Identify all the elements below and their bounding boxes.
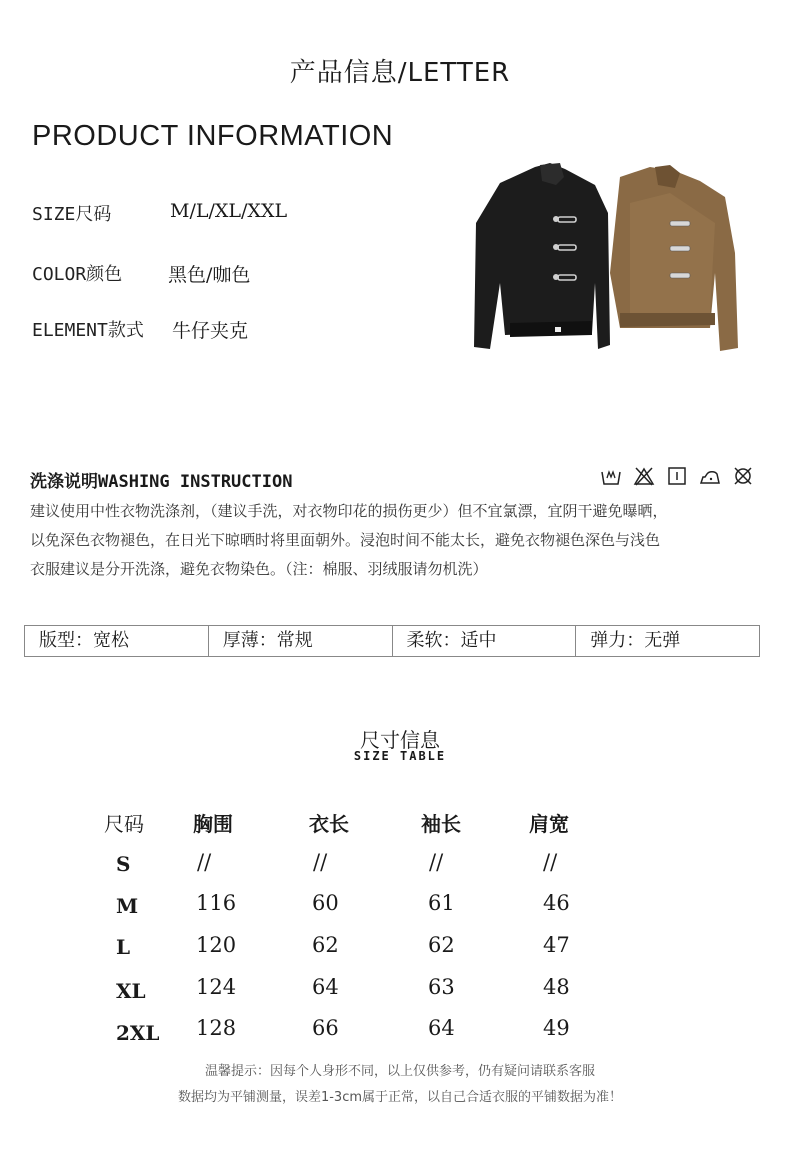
- note-line: 温馨提示：因每个人身形不同，以上仅供参考，仍有疑问请联系客服: [204, 1064, 595, 1079]
- cell-length: 62: [312, 933, 339, 957]
- color-value: 黑色/咖色: [168, 264, 251, 286]
- tumble-dry-icon: [666, 466, 688, 486]
- cell-chest: //: [197, 850, 212, 874]
- size-label: SIZE尺码: [32, 204, 112, 225]
- brown-jacket: [610, 165, 738, 351]
- no-bleach-icon: [633, 466, 655, 486]
- no-dry-clean-icon: [732, 466, 754, 486]
- element-label: ELEMENT款式: [32, 320, 144, 341]
- cell-length: 64: [312, 975, 339, 999]
- size-table-subtitle: SIZE TABLE: [353, 749, 447, 763]
- row-size: 2XL: [116, 1021, 160, 1045]
- washing-line: 衣服建议是分开洗涤，避免衣物染色。（注：棉服、羽绒服请勿机洗）: [30, 560, 488, 578]
- row-size: S: [116, 852, 131, 876]
- iron-icon: [699, 466, 721, 486]
- header-shoulder: 肩宽: [529, 812, 569, 836]
- color-label: COLOR颜色: [32, 264, 123, 285]
- attr-thickness: 厚薄：常规: [209, 626, 393, 656]
- header-chest: 胸围: [193, 812, 233, 836]
- row-size: L: [116, 935, 131, 959]
- care-icons: [600, 466, 754, 486]
- cell-length: 60: [312, 891, 339, 915]
- washing-line: 建议使用中性衣物洗涤剂，（建议手洗，对衣物印花的损伤更少）但不宜氯漂，宜阴干避免曝晒，: [30, 502, 668, 520]
- jackets-photo: [470, 163, 746, 359]
- size-value: M/L/XL/XXL: [170, 200, 288, 222]
- attribute-table: [24, 625, 760, 657]
- cell-sleeve: 62: [428, 933, 455, 957]
- cell-chest: 120: [196, 933, 237, 957]
- row-size: XL: [116, 979, 146, 1003]
- cell-chest: 124: [196, 975, 237, 999]
- element-value: 牛仔夹克: [172, 320, 249, 342]
- cell-shoulder: 49: [543, 1016, 570, 1040]
- cell-sleeve: 61: [428, 891, 455, 915]
- attr-softness: 柔软：适中: [393, 626, 577, 656]
- black-jacket: [474, 163, 610, 349]
- attr-elasticity: 弹力：无弹: [590, 630, 681, 651]
- page-title: 产品信息/LETTER: [289, 58, 511, 88]
- row-size: M: [116, 894, 139, 918]
- hand-wash-icon: [600, 466, 622, 486]
- cell-sleeve: 64: [428, 1016, 455, 1040]
- washing-heading: [30, 467, 292, 492]
- washing-line: 以免深色衣物褪色，在日光下晾晒时将里面朝外。浸泡时间不能太长，避免衣物褪色深色与浅色: [30, 531, 661, 549]
- cell-shoulder: //: [543, 850, 558, 874]
- header-sleeve: 袖长: [421, 812, 461, 836]
- cell-shoulder: 46: [543, 891, 570, 915]
- cell-shoulder: 48: [543, 975, 570, 999]
- product-info-heading: PRODUCT INFORMATION: [32, 120, 394, 152]
- header-size: 尺码: [104, 812, 144, 836]
- cell-sleeve: 63: [428, 975, 455, 999]
- cell-chest: 128: [196, 1016, 237, 1040]
- attr-fit: 版型：宽松: [25, 626, 209, 656]
- header-length: 衣长: [309, 812, 349, 836]
- washing-text: [30, 497, 775, 584]
- cell-length: //: [313, 850, 328, 874]
- washing-heading-en: WASHING INSTRUCTION: [98, 472, 293, 492]
- cell-length: 66: [312, 1016, 339, 1040]
- note-line: 数据均为平铺测量，误差1-3cm属于正常，以自己合适衣服的平铺数据为准！: [177, 1090, 623, 1105]
- size-table-title: 尺寸信息: [360, 728, 440, 752]
- cell-shoulder: 47: [543, 933, 570, 957]
- cell-chest: 116: [196, 891, 237, 915]
- cell-sleeve: //: [429, 850, 444, 874]
- washing-heading-cn: 洗涤说明: [30, 472, 98, 492]
